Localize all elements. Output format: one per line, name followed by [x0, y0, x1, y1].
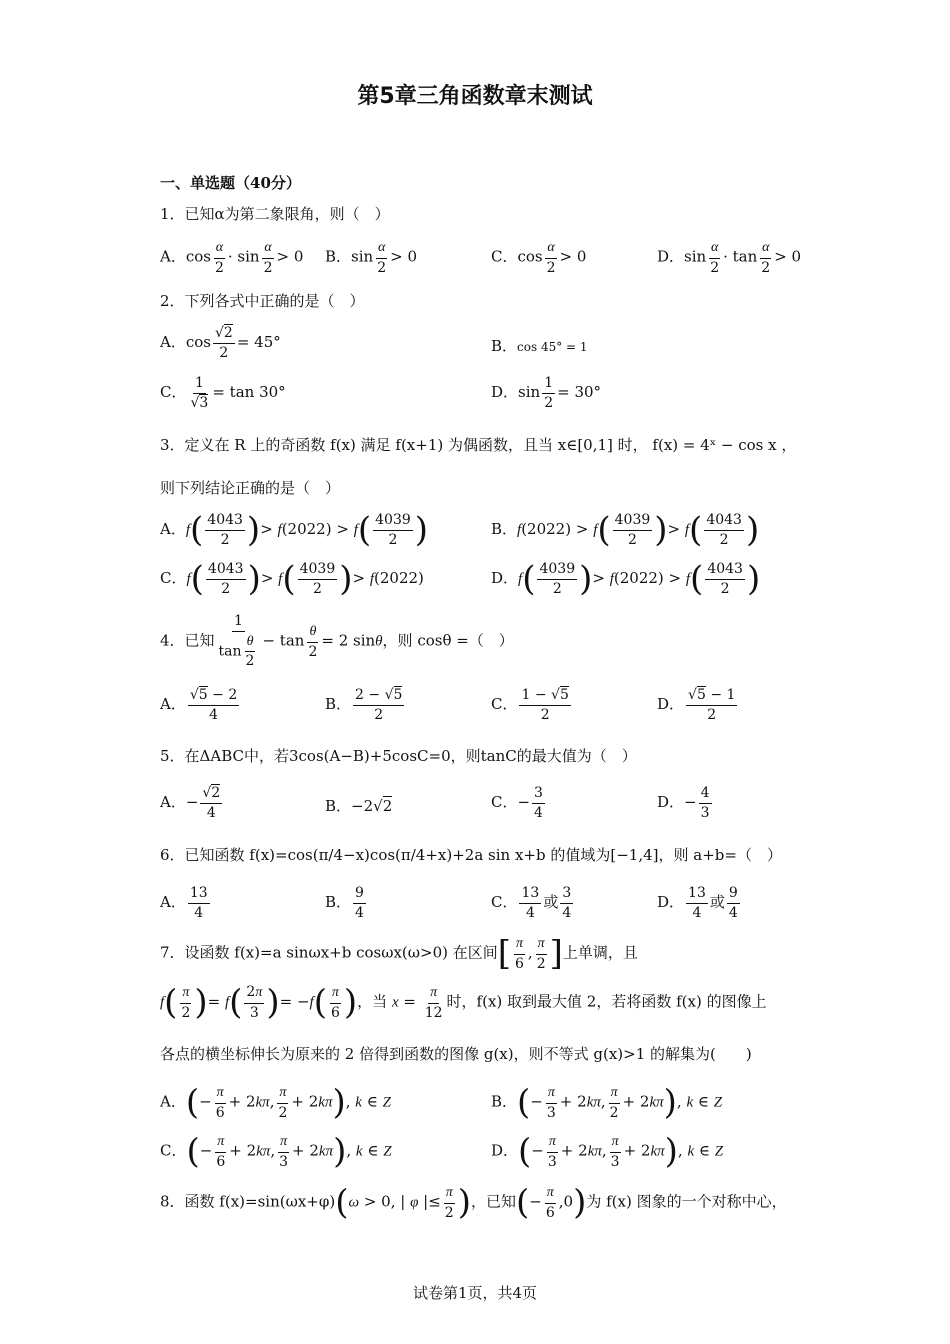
question-7-option-c: C．(− $\frac{\pi}{6}$ + 2kπ, $\frac{\pi}{3}$ + 2kπ), k ∈ Z	[160, 1131, 392, 1172]
question-7-option-a: A．(− $\frac{\pi}{6}$ + 2kπ, $\frac{\pi}{2}$ + 2kπ), k ∈ Z	[160, 1082, 391, 1123]
question-6-option-b: B． $\frac{9}{4}$	[325, 885, 364, 921]
question-7-option-b: B．(− $\frac{\pi}{3}$ + 2kπ, $\frac{\pi}{2}$ + 2kπ), k ∈ Z	[491, 1082, 723, 1123]
question-4-stem: 4．已知 1 tan $\frac{\theta}{2}$ − tan $\frac{\theta}{2}$ = 2 sinθ，则 cosθ =（ ）	[160, 613, 514, 670]
question-4-option-c: C． $\frac{1 - √5}{2}$	[491, 687, 569, 723]
question-6-stem: 6．已知函数 f(x)=cos(π/4−x)cos(π/4+x)+2a sin x+b 的值域为[−1,4]，则 a+b=（ ）	[160, 846, 782, 864]
question-3-line-1: 3．定义在 R 上的奇函数 f(x) 满足 f(x+1) 为偶函数，且当 x∈[0,1] 时， f(x) = 4ˣ − cos x ，	[160, 436, 797, 454]
question-5-option-c: C．− $\frac{3}{4}$	[491, 785, 543, 821]
question-2-stem: 2．下列各式中正确的是（ ）	[160, 292, 365, 310]
question-4-option-a: A． $\frac{√5 - 2}{4}$	[160, 687, 238, 723]
question-1-option-c: C．cos $\frac{\alpha}{2}$ > 0	[491, 240, 587, 276]
question-1-stem: 1．已知α为第二象限角，则（ ）	[160, 205, 390, 223]
question-7-line-2: f( $\frac{\pi}{2}$ )= f( $\frac{2\pi}{3}$ )= −f( $\frac{\pi}{6}$ )，当 x = $\frac{\pi}{12}$ 时，f(x) 取到最大值 2，若将函数 f(x) 的图像上	[160, 982, 767, 1023]
question-1-option-a: A．cos $\frac{\alpha}{2}$ · sin $\frac{\alpha}{2}$ > 0	[160, 240, 304, 276]
question-3-option-a: A．f( $\frac{4043}{2}$ )> f(2022) > f( $\frac{4039}{2}$ )	[160, 510, 429, 551]
question-2-option-a: A．cos $\frac{√2}{2}$ = 45°	[160, 325, 281, 361]
question-3-option-c: C．f( $\frac{4043}{2}$ )> f( $\frac{4039}{2}$ )> f(2022)	[160, 559, 424, 600]
question-1-option-d: D．sin $\frac{\alpha}{2}$ · tan $\frac{\alpha}{2}$ > 0	[657, 240, 802, 276]
question-7-line-1: 7．设函数 f(x)=a sinωx+b cosωx(ω>0) 在区间[ $\frac{\pi}{6}$ , $\frac{\pi}{2}$ ]上单调，且	[160, 933, 638, 974]
question-4-option-d: D． $\frac{√5 - 1}{2}$	[657, 687, 736, 723]
question-5-option-d: D．− $\frac{4}{3}$	[657, 785, 710, 821]
question-6-option-d: D． $\frac{13}{4}$ 或 $\frac{9}{4}$	[657, 885, 738, 921]
question-4-option-b: B． $\frac{2 - √5}{2}$	[325, 687, 403, 723]
page-title: 第5章三角函数章末测试	[357, 84, 593, 109]
question-2-option-d: D．sin $\frac{1}{2}$ = 30°	[491, 375, 602, 411]
question-7-option-d: D．(− $\frac{\pi}{3}$ + 2kπ, $\frac{\pi}{3}$ + 2kπ), k ∈ Z	[491, 1131, 724, 1172]
question-5-option-b: B．−2√2	[325, 797, 393, 815]
question-6-option-a: A． $\frac{13}{4}$	[160, 885, 208, 921]
question-5-option-a: A．− $\frac{√2}{4}$	[160, 785, 221, 821]
question-8-line-1: 8．函数 f(x)=sin(ωx+φ)(ω > 0, | φ |≤ $\frac{\pi}{2}$ )，已知(− $\frac{\pi}{6}$ ,0)为 f(x) 图象的一个对称中心，	[160, 1182, 787, 1223]
question-3-line-2: 则下列结论正确的是（ ）	[160, 479, 341, 497]
page-footer: 试卷第1页，共4页	[412, 1284, 538, 1302]
question-2-option-b: B．cos 45° = 1	[491, 337, 588, 355]
question-3-option-d: D．f( $\frac{4039}{2}$ )> f(2022) > f( $\frac{4043}{2}$ )	[491, 559, 761, 600]
question-6-option-c: C． $\frac{13}{4}$ 或 $\frac{3}{4}$	[491, 885, 572, 921]
question-2-option-c: C． $\frac{1}{√3}$ = tan 30°	[160, 375, 286, 411]
question-5-stem: 5．在ΔABC中，若3cos(A−B)+5cosC=0，则tanC的最大值为（ ）	[160, 747, 637, 765]
question-1-option-b: B．sin $\frac{\alpha}{2}$ > 0	[325, 240, 417, 276]
section-heading: 一、单选题（40分）	[160, 174, 301, 192]
question-3-option-b: B．f(2022) > f( $\frac{4039}{2}$ )> f( $\frac{4043}{2}$ )	[491, 510, 760, 551]
question-7-line-3: 各点的横坐标伸长为原来的 2 倍得到函数的图像 g(x)，则不等式 g(x)>1 的解集为( )	[160, 1045, 752, 1063]
